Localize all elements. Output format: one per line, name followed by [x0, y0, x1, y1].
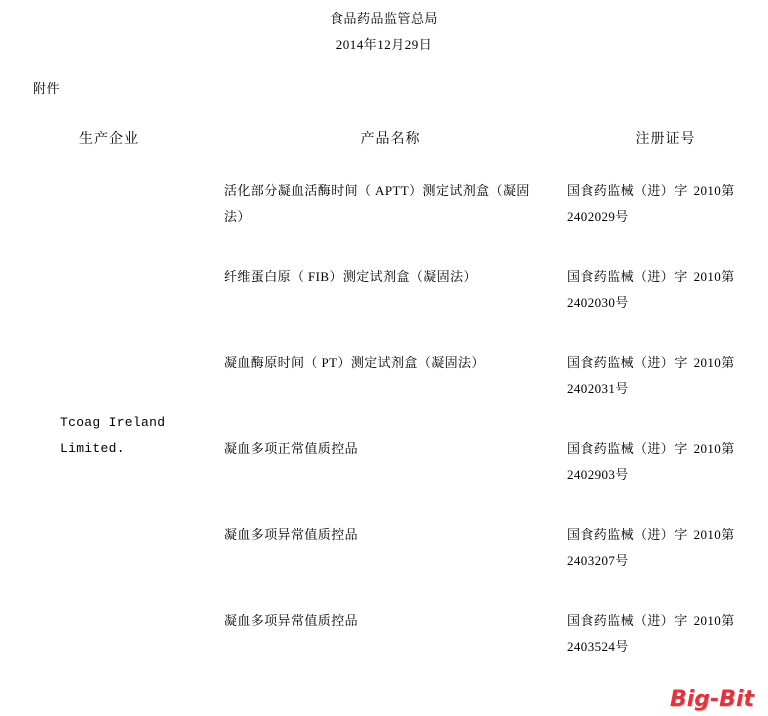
regno-prefix: 国食药监械（进）字 — [567, 355, 688, 370]
regno-cell — [563, 264, 768, 350]
regno-value — [563, 350, 768, 376]
product-cell — [218, 436, 563, 522]
regno-cell — [563, 608, 768, 694]
product-name: 凝血多项异常值质控品 — [224, 613, 359, 628]
regno-year: 2010第 — [693, 183, 735, 198]
manufacturer-line-1: Tcoag Ireland — [60, 415, 166, 430]
regno-cell — [563, 436, 768, 522]
manufacturer-line-2: Limited. — [60, 441, 125, 456]
regno-number: 2402031号 — [567, 381, 629, 396]
manufacturer-cell — [0, 178, 218, 694]
product-name: 凝血多项正常值质控品 — [224, 441, 359, 456]
regno-prefix: 国食药监械（进）字 — [567, 527, 688, 542]
regno-number: 2402903号 — [567, 467, 629, 482]
regno-prefix: 国食药监械（进）字 — [567, 269, 688, 284]
product-cell — [218, 522, 563, 608]
table-header-row — [0, 128, 768, 178]
product-cell — [218, 608, 563, 694]
watermark-logo: Big-Bit — [669, 687, 754, 712]
regno-prefix: 国食药监械（进）字 — [567, 183, 688, 198]
regno-number: 2402030号 — [567, 295, 629, 310]
regno-year: 2010第 — [693, 441, 735, 456]
regno-number: 2402029号 — [567, 209, 629, 224]
product-cell — [218, 264, 563, 350]
registration-table — [0, 128, 768, 694]
regno-cell — [563, 350, 768, 436]
table-header — [0, 128, 768, 178]
product-name: 凝血多项异常值质控品 — [224, 527, 359, 542]
regno-year: 2010第 — [693, 527, 735, 542]
regno-number: 2403207号 — [567, 553, 629, 568]
product-name: 凝血酶原时间（ PT）测定试剂盒（凝固法） — [224, 355, 485, 370]
table-body — [0, 178, 768, 694]
regno-value — [563, 608, 768, 634]
product-name: 纤维蛋白原（ FIB）测定试剂盒（凝固法） — [224, 269, 477, 284]
attachment-label: 附件 — [33, 81, 61, 96]
regno-cell — [563, 178, 768, 264]
column-header-manufacturer: 生产企业 — [79, 132, 139, 147]
column-header-product: 产品名称 — [360, 132, 421, 147]
regno-year: 2010第 — [693, 355, 735, 370]
document-header — [0, 0, 768, 58]
table-row — [0, 178, 768, 264]
regno-value — [563, 178, 768, 204]
regno-year: 2010第 — [693, 269, 735, 284]
regno-value — [563, 264, 768, 290]
product-cell — [218, 178, 563, 264]
regno-cell — [563, 522, 768, 608]
regno-number: 2403524号 — [567, 639, 629, 654]
regno-value — [563, 436, 768, 462]
regno-value — [563, 522, 768, 548]
date-line: 2014年12月29日 — [335, 37, 433, 52]
regno-year: 2010第 — [693, 613, 735, 628]
regno-prefix: 国食药监械（进）字 — [567, 441, 688, 456]
product-cell — [218, 350, 563, 436]
regno-prefix: 国食药监械（进）字 — [567, 613, 688, 628]
issuer-line: 食品药品监管总局 — [329, 11, 438, 26]
column-header-regno: 注册证号 — [635, 132, 696, 147]
product-name: 活化部分凝血活酶时间（ APTT）测定试剂盒（凝固法） — [224, 183, 530, 224]
